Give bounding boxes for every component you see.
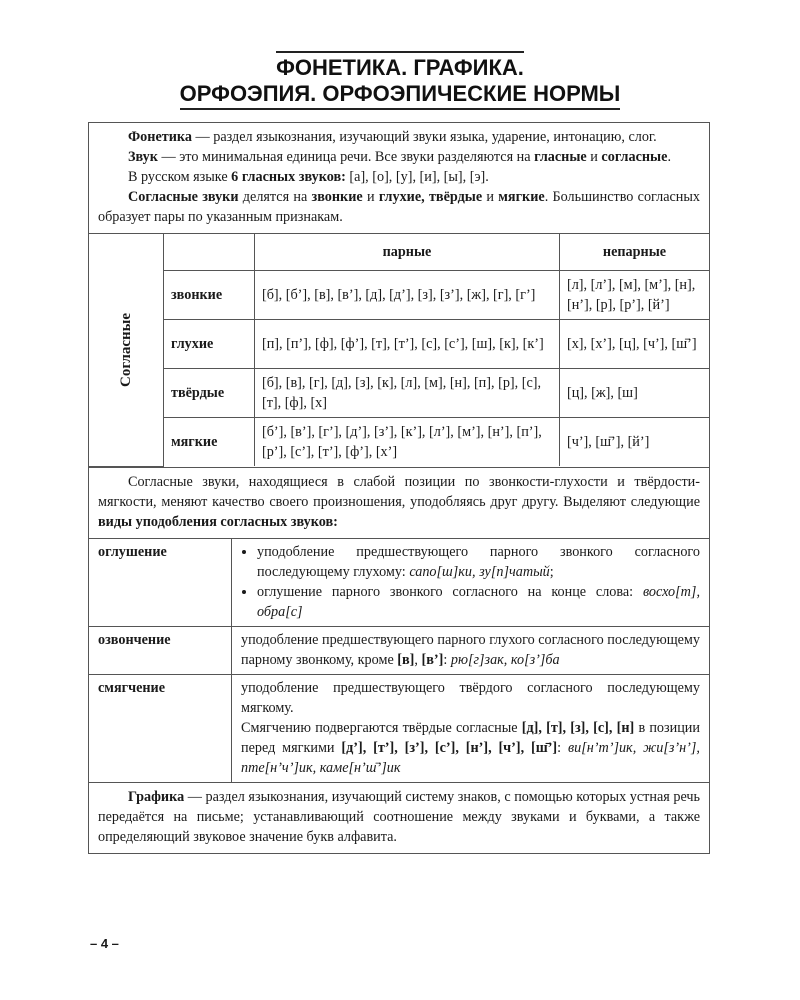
text-segment: оглушение парного звонкого согласного на конце слова:	[257, 583, 643, 600]
text-segment: и	[482, 189, 499, 205]
text-segment: ;	[549, 563, 554, 580]
consonants-table-wrap	[89, 234, 709, 468]
italic-example: восхо[т], обра[с]	[257, 583, 700, 620]
bold-text: [д], [т], [з], [с], [н]	[521, 719, 635, 736]
unpaired-cell: [ч’], [ш̄’], [й’]	[559, 418, 709, 467]
text-segment: и	[362, 189, 379, 205]
bullet-list	[241, 542, 700, 622]
table-row	[89, 320, 709, 369]
paired-cell: [б], [в], [г], [д], [з], [к], [л], [м], [н], [п], [р], [с], [т], [ф], [х]	[254, 369, 559, 418]
row-label: звонкие	[163, 271, 254, 320]
definition-text	[241, 718, 700, 778]
definition-cell	[232, 674, 710, 782]
bold-text: Графика	[128, 788, 185, 805]
paired-cell: [п], [п’], [ф], [ф’], [т], [т’], [с], [с’], [ш], [к], [к’]	[254, 320, 559, 369]
definition-cell	[232, 539, 710, 627]
graphics-section	[89, 783, 709, 853]
term-cell: оглушение	[89, 539, 232, 627]
text-segment: В русском языке	[128, 169, 232, 185]
table-row	[89, 418, 709, 467]
term-cell: озвончение	[89, 626, 232, 674]
intro-paragraph	[98, 187, 700, 227]
assimilation-intro	[89, 468, 709, 539]
bold-text: согласные	[601, 149, 668, 165]
header-paired: парные	[254, 234, 559, 271]
bold-text: звонкие	[311, 189, 363, 205]
definition-text	[241, 630, 700, 670]
content-box	[88, 122, 710, 854]
page-number: – 4 –	[90, 936, 119, 951]
assimilation-table	[89, 539, 709, 782]
text-segment: уподобление предшествующего твёрдого согласного последующему мягкому.	[241, 679, 700, 716]
consonants-table	[89, 234, 709, 467]
row-label: твёрдые	[163, 369, 254, 418]
bold-text: Фонетика	[128, 129, 192, 145]
intro-paragraph	[98, 147, 700, 167]
italic-example: рю[г]зак, ко[з’]ба	[450, 651, 560, 668]
graphics-paragraph	[98, 787, 700, 847]
bold-text: [в’]	[421, 651, 444, 668]
text-segment: и	[586, 149, 602, 165]
bold-text: виды уподобления согласных звуков:	[98, 513, 338, 530]
table-header-row	[89, 234, 709, 271]
side-label: Согласные	[117, 312, 134, 387]
text-segment: [а], [о], [у], [и], [ы], [э].	[345, 169, 489, 185]
bold-text: Звук	[128, 149, 158, 165]
bold-text: мягкие	[498, 189, 545, 205]
assimilation-table-wrap	[89, 539, 709, 783]
assimilation-intro-paragraph	[98, 472, 700, 532]
table-row	[89, 271, 709, 320]
unpaired-cell: [л], [л’], [м], [м’], [н], [н’], [р], [р’], [й’]	[559, 271, 709, 320]
definition-cell	[232, 626, 710, 674]
paired-cell: [б’], [в’], [г’], [д’], [з’], [к’], [л’], [м’], [н’], [п’], [р’], [с’], [т’], [ф’], [х’]	[254, 418, 559, 467]
page-title	[0, 51, 800, 110]
side-label-cell	[89, 234, 163, 466]
title-line-2: ОРФОЭПИЯ. ОРФОЭПИЧЕСКИЕ НОРМЫ	[180, 81, 621, 110]
bold-text: [д’], [т’], [з’], [с’], [н’], [ч’], [ш̄’]	[341, 739, 558, 756]
row-label: глухие	[163, 320, 254, 369]
unpaired-cell: [ц], [ж], [ш]	[559, 369, 709, 418]
text-segment: . Большинство согласных образует пары по указанным признакам.	[98, 189, 701, 225]
text-segment: ,	[414, 651, 422, 668]
paired-cell: [б], [б’], [в], [в’], [д], [д’], [з], [з’], [ж], [г], [г’]	[254, 271, 559, 320]
term-cell: смягчение	[89, 674, 232, 782]
table-row	[89, 674, 709, 782]
list-item	[257, 542, 700, 582]
row-label: мягкие	[163, 418, 254, 467]
definition-text	[241, 678, 700, 718]
unpaired-cell: [х], [х’], [ц], [ч’], [ш̄’]	[559, 320, 709, 369]
italic-example: ви[н’т’]ик, жи[з’н’], пте[н’ч’]ик, каме[н’ш̄’]ик	[241, 739, 700, 776]
text-segment: :	[557, 739, 568, 756]
intro-section	[89, 123, 709, 234]
text-segment: уподобление предшествующего парного глухого согласного последующему парному звонкому, кроме	[241, 631, 700, 668]
text-segment: Смягчению подвергаются твёрдые согласные	[241, 719, 522, 736]
text-segment: — раздел языкознания, изучающий звуки языка, ударение, интонацию, слог.	[191, 129, 657, 145]
intro-paragraph	[98, 127, 700, 147]
table-row	[89, 539, 709, 627]
text-segment: Согласные звуки, находящиеся в слабой позиции по звонкости-глухости и твёрдости-мягкости, меняют качество своего произношения, уподобляясь друг другу. Выделяют следующие	[98, 473, 700, 510]
text-segment: .	[667, 149, 671, 165]
title-line-1: ФОНЕТИКА. ГРАФИКА.	[276, 51, 524, 81]
intro-paragraph	[98, 167, 700, 187]
text-segment: в позиции перед мягкими	[241, 719, 700, 756]
list-item	[257, 582, 700, 622]
italic-example: сапо[ш]ки, зу[п]чатый	[409, 563, 550, 580]
text-segment: делятся на	[238, 189, 312, 205]
table-row	[89, 369, 709, 418]
bold-text: [в]	[397, 651, 415, 668]
text-segment: :	[443, 651, 451, 668]
bold-text: Согласные звуки	[128, 189, 239, 205]
bold-text: гласные	[534, 149, 587, 165]
bold-text: 6 гласных звуков:	[231, 169, 346, 185]
header-unpaired: непарные	[559, 234, 709, 271]
text-segment: уподобление предшествующего парного звонкого согласного последующему глухому:	[257, 543, 700, 580]
bold-text: глухие, твёрдые	[378, 189, 483, 205]
text-segment: — это минимальная единица речи. Все звуки разделяются на	[157, 149, 535, 165]
empty-header	[163, 234, 254, 271]
text-segment: — раздел языкознания, изучающий систему знаков, с помощью которых устная речь передаётся на письме; устанавливающий соотношение между звуками и буквами, а также определяющий звуковое значение букв алфавита.	[98, 788, 700, 845]
table-row	[89, 626, 709, 674]
